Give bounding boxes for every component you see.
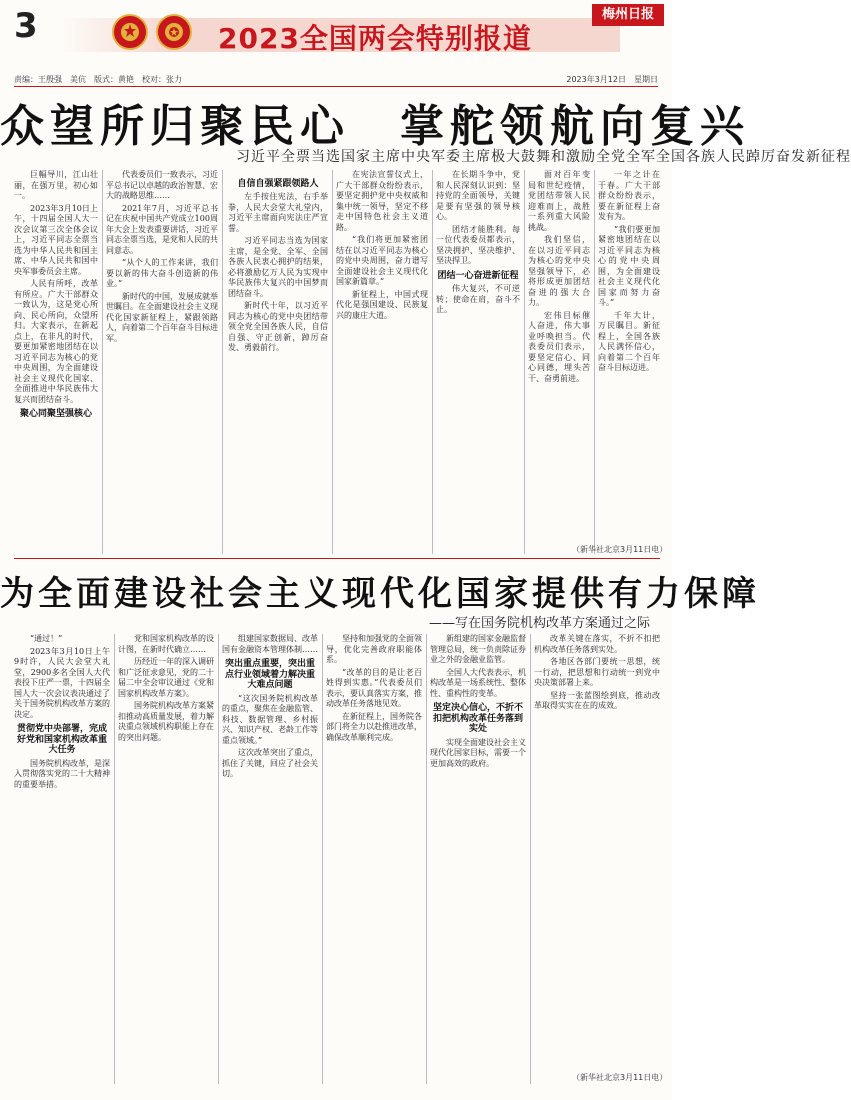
paragraph: 代表委员们一致表示，习近平总书记以卓越的政治智慧、宏大的战略思维……: [106, 170, 218, 200]
article1-subheadline: 习近平全票当选国家主席中央军委主席极大鼓舞和激励全党全军全国各族人民踔厉奋发新征程: [236, 149, 851, 165]
paragraph: 左手按住宪法，右手举拳，人民大会堂大礼堂内，习近平主席面向宪法庄严宣誓。: [228, 192, 328, 233]
paragraph: 习近平同志当选为国家主席，是全党、全军、全国各族人民衷心拥护的结果，必将激励亿万人民为实现中华民族伟大复兴的中国梦而团结奋斗。: [228, 236, 328, 298]
paragraph: 在长期斗争中，党和人民深刻认识到：坚持党的全面领导，关键是要有坚强的领导核心。: [436, 170, 520, 221]
paragraph: 人民有所呼，改革有所应。广大干部群众一致认为，这是党心所向、民心所向，众望所归。大家表示，在新起点上，在非凡的时代，要更加紧密地团结在以习近平同志为核心的党中央周围，为全面建设社会主义现代化国家、全面推进中华民族伟大复兴而团结奋斗。: [14, 279, 98, 404]
column-divider: [530, 634, 531, 1084]
paragraph: 在新征程上，国务院各部门将全力以赴推进改革，确保改革顺利完成。: [326, 711, 422, 742]
column-divider: [218, 634, 219, 1084]
paragraph: 实现全面建设社会主义现代化国家目标，需要一个更加高效的政府。: [430, 737, 526, 768]
paragraph: 各地区各部门要统一思想，统一行动，把思想和行动统一到党中央决策部署上来。: [534, 657, 660, 687]
paragraph: 千年大计，万民瞩目。新征程上，全国各族人民满怀信心，向着第二个百年奋斗目标迈进。: [598, 310, 660, 372]
article1-col1: [14, 170, 98, 554]
column-divider: [322, 634, 323, 1084]
paragraph: 一年之计在于春。广大干部群众纷纷表示，要在新征程上奋发有为。: [598, 170, 660, 221]
article2-subheadline: ——写在国务院机构改革方案通过之际: [428, 616, 650, 631]
section-heading: 聚心同聚坚强核心: [19, 409, 92, 419]
paragraph: 团结才能胜利。每一位代表委员都表示，坚决拥护、坚决维护、坚决捍卫。: [436, 224, 520, 265]
column-divider: [594, 170, 595, 554]
article2-headline: 为全面建设社会主义现代化国家提供有力保障: [0, 574, 760, 614]
paragraph: 坚持一张蓝图绘到底，推动改革取得实实在在的成效。: [534, 690, 660, 710]
paragraph: “通过！”: [30, 634, 63, 643]
paragraph: 新时代的中国，发展成就举世瞩目。在全面建设社会主义现代化国家新征程上，紧跟领路人，向着第二个百年奋斗目标进军。: [106, 291, 218, 343]
paragraph: 2021年7月，习近平总书记在庆祝中国共产党成立100周年大会上发表重要讲话，习近平同志全票当选，是党和人民的共同意志。: [106, 203, 218, 255]
paragraph: 在宪法宣誓仪式上，广大干部群众纷纷表示，要坚定拥护党中央权威和集中统一领导，坚定不移走中国特色社会主义道路。: [336, 170, 428, 232]
paragraph: 巨幅导川，江山壮丽，在强万里，初心如一。: [14, 170, 98, 200]
article1-col7: [598, 170, 660, 540]
paragraph: “这次国务院机构改革的重点，聚焦在金融监管、科技、数据管理、乡村振兴、知识产权、老龄工作等重点领域。”: [222, 693, 318, 745]
column-divider: [426, 634, 427, 1084]
column-divider: [102, 170, 103, 554]
paragraph: “我们要更加紧密地团结在以习近平同志为核心的党中央周围，为全面建设社会主义现代化国家而努力奋斗。”: [598, 224, 660, 307]
paragraph: 全国人大代表表示，机构改革是一场系统性、整体性、重构性的变革。: [430, 667, 526, 698]
paragraph: 改革关键在落实，不折不扣把机构改革任务落到实处。: [534, 634, 660, 654]
cppcc-emblem-icon: [156, 14, 192, 50]
column-divider: [222, 170, 223, 554]
paragraph: 伟大复兴，不可逆转；使命在肩，奋斗不止。: [436, 284, 520, 314]
inset-heading: 自信自强紧跟领路人: [237, 179, 319, 189]
page-number: 3: [14, 6, 38, 46]
paragraph: 国务院机构改革，是深入贯彻落实党的二十大精神的重要举措。: [14, 758, 110, 789]
paragraph: 宏伟目标催人奋进，伟大事业呼唤担当。代表委员们表示，要坚定信心、同心同德，埋头苦干、奋勇前进。: [528, 310, 590, 383]
article1-col6: [528, 170, 590, 554]
paragraph: 面对百年变局和世纪疫情，党团结带领人民迎难而上，战胜一系列重大风险挑战。: [528, 170, 590, 232]
paragraph: “从个人的工作来讲，我们要以新的伟大奋斗创造新的伟业。”: [106, 258, 218, 288]
special-report-title: 2023全国两会特别报道: [218, 22, 532, 55]
column-divider: [524, 170, 525, 554]
section-divider: [14, 558, 660, 559]
article1-col3: [228, 192, 328, 554]
paragraph: 2023年3月10日上午9时许，人民大会堂大礼堂，2900多名全国人大代表投下庄严一票，十四届全国人大一次会议表决通过了关于国务院机构改革方案的决定。: [14, 646, 110, 719]
paragraph: 这次改革突出了重点，抓住了关键，回应了社会关切。: [222, 748, 318, 778]
section-heading: 贯彻党中央部署，完成好党和国家机构改革重大任务: [16, 724, 107, 755]
article2-col2: [118, 634, 214, 1084]
section-heading: 坚定决心信心，不折不扣把机构改革任务落到实处: [432, 703, 523, 734]
paragraph: 坚持和加强党的全面领导，优化完善政府职能体系。: [326, 634, 422, 664]
section-heading: 团结一心奋进新征程: [437, 270, 519, 281]
paragraph: 新征程上，中国式现代化是强国建设、民族复兴的康庄大道。: [336, 289, 428, 320]
section-heading: 突出重点重要，突出重点行业领域着力解决重大难点问题: [224, 659, 315, 690]
article2-col4: [326, 634, 422, 1084]
paragraph: “改革的目的是让老百姓得到实惠。”代表委员们表示，要认真落实方案，推动改革任务落地见效。: [326, 667, 422, 708]
paragraph: 新时代十年，以习近平同志为核心的党中央团结带领全党全国各族人民，自信自强、守正创新，踔厉奋发、勇毅前行。: [228, 301, 328, 352]
paragraph: 组建国家数据局、改革国有金融资本管理体制……: [222, 634, 318, 654]
paragraph: 2023年3月10日上午，十四届全国人大一次会议第三次全体会议上，习近平同志全票当选为中华人民共和国主席、中华人民共和国中央军事委员会主席。: [14, 203, 98, 276]
paragraph: 党和国家机构改革的设计图，在新时代确立……: [118, 634, 214, 654]
paragraph: 历经近一年的深入调研和广泛征求意见，党的二十届二中全会审议通过《党和国家机构改革方案》。: [118, 657, 214, 698]
article1-col4: [336, 170, 428, 554]
issue-date: 2023年3月12日 星期日: [566, 75, 658, 84]
column-divider: [114, 634, 115, 1084]
paragraph: “我们将更加紧密团结在以习近平同志为核心的党中央周围，奋力谱写全面建设社会主义现代化国家新篇章。”: [336, 235, 428, 286]
paragraph: 新组建的国家金融监督管理总局，统一负责除证券业之外的金融业监管。: [430, 634, 526, 664]
article2-credit: （新华社北京3月11日电）: [572, 1073, 668, 1082]
emblems: [112, 14, 204, 50]
column-divider: [432, 170, 433, 554]
article1-col5: [436, 170, 520, 554]
newspaper-logo: 梅州日报: [592, 4, 664, 26]
article2-col6: [534, 634, 660, 1070]
article2-col3: [222, 634, 318, 1084]
editor-byline: 责编：王殷强 美伉 版式：黄艳 校对：张力: [14, 75, 182, 84]
column-divider: [332, 170, 333, 554]
article1-headline: 众望所归聚民心 掌舵领航向复兴: [0, 101, 750, 152]
article2-col1: [14, 634, 110, 1084]
article2-col5: [430, 634, 526, 1084]
paragraph: 我们坚信，在以习近平同志为核心的党中央坚强领导下，必将形成更加团结奋进的强大合力。: [528, 235, 590, 307]
byline-row: [14, 74, 658, 87]
page-header: [0, 0, 672, 60]
article1-credit: （新华社北京3月11日电）: [572, 545, 668, 554]
article1-col2: [106, 170, 218, 554]
paragraph: 国务院机构改革方案紧扣推动高质量发展，着力解决重点领域机构职能上存在的突出问题。: [118, 701, 214, 742]
national-emblem-icon: [112, 14, 148, 50]
